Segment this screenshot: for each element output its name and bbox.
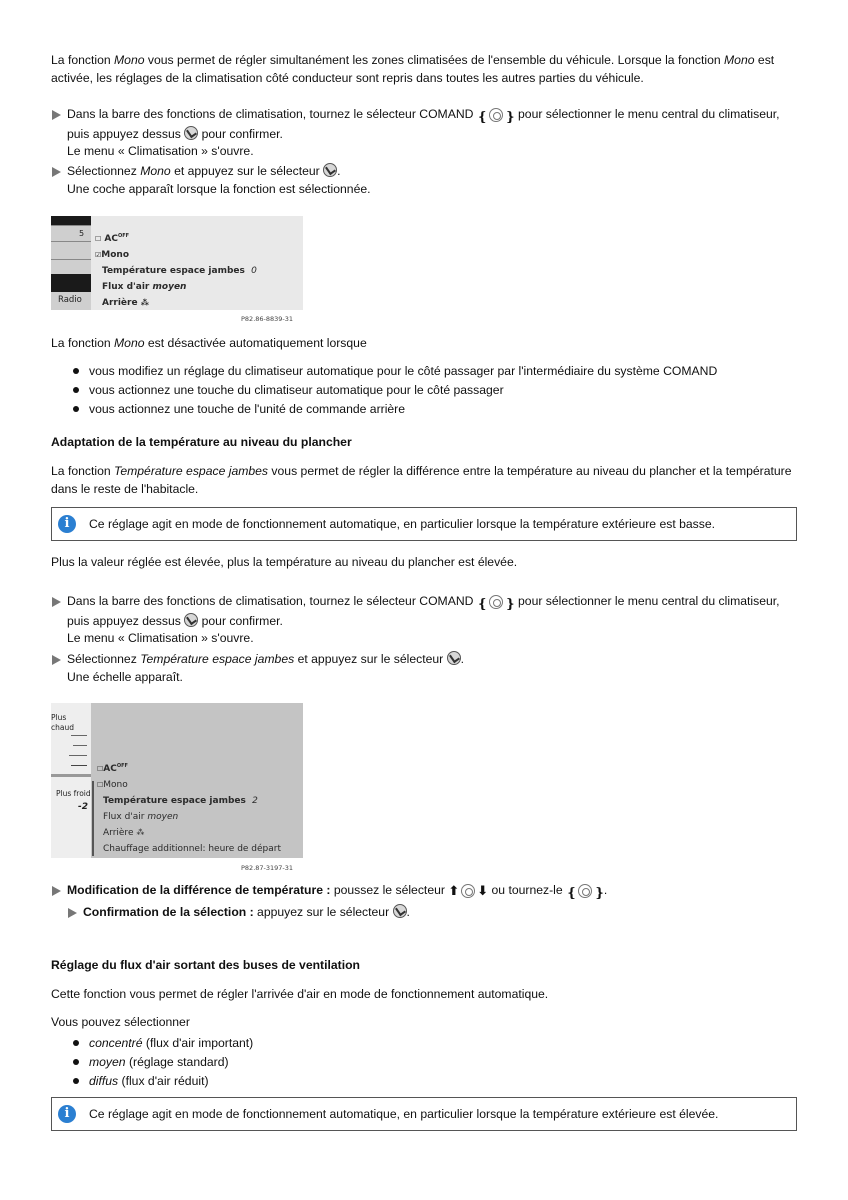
airflow-select-intro: Vous pouvez sélectionner [51, 1015, 190, 1029]
press-selector-icon [323, 163, 337, 177]
scale-value: -2 [78, 802, 88, 812]
menu-item-ac: ☐ $AC^{OFF}$ [95, 233, 130, 244]
airflow-paragraph: Cette fonction vous permet de régler l'arrivée d'air en mode de fonctionnement automatique. [51, 987, 549, 1001]
floor-temp-note: Plus la valeur réglée est élevée, plus la température au niveau du plancher est élevée. [51, 555, 518, 569]
step-result: Une coche apparaît lorsque la fonction est sélectionnée. [67, 181, 371, 196]
info-text: Ce réglage agit en mode de fonctionnement automatique, en particulier lorsque la température extérieure est basse. [89, 517, 715, 531]
step-arrow-icon [68, 908, 77, 918]
rotate-selector-icon: ❴ ❵ [476, 596, 515, 611]
menu-item-rear: Arrière ⁂ [102, 298, 149, 308]
list-item: moyen (réglage standard) [73, 1054, 793, 1073]
list-item: vous modifiez un réglage du climatiseur automatique pour le côté passager par l'intermédiaire du système COMAND [73, 363, 793, 382]
side-label-radio: Radio [58, 295, 82, 305]
step-arrow-icon [52, 597, 61, 607]
info-text: Ce réglage agit en mode de fonctionnement automatique, en particulier lorsque la température extérieure est élevée. [89, 1107, 719, 1121]
rotate-selector-icon: ❴ ❵ [566, 885, 604, 900]
step-rotate-selector: Dans la barre des fonctions de climatisation, tournez le sélecteur COMAND ❴ ❵ pour sélectionner le menu central du climatiseur, puis appuyez dessus pour confirmer. Le menu « Climatisation » s'ouvre. [51, 106, 801, 161]
scale-panel [51, 703, 91, 858]
info-box-low-temp [51, 507, 797, 541]
info-box-high-temp [51, 1097, 797, 1131]
press-selector-icon [447, 651, 461, 665]
rotate-selector-icon: ❴ ❵ [476, 109, 515, 124]
list-item: vous actionnez une touche de l'unité de commande arrière [73, 401, 793, 420]
list-item: diffus (flux d'air réduit) [73, 1073, 793, 1092]
list-item: concentré (flux d'air important) [73, 1035, 793, 1054]
screen-sidebar [51, 216, 91, 310]
intro-paragraph: La fonction Mono vous permet de régler simultanément les zones climatisées de l'ensemble du véhicule. Lorsque la fonction Mono est activée, les réglages de la climatisation côté conducteur sont repris dans toutes les autres parties du véhicule. [51, 53, 775, 85]
menu-item-flux: Flux d'air moyen [103, 812, 179, 822]
menu-item-mono: ☑Mono [95, 250, 130, 260]
section-heading-airflow: Réglage du flux d'air sortant des buses de ventilation [51, 958, 361, 972]
press-selector-icon [184, 613, 198, 627]
screen-menu-list [97, 758, 281, 857]
press-selector-icon [393, 904, 407, 918]
push-down-icon: ⬇ [477, 883, 489, 898]
auto-off-list [73, 363, 793, 420]
step-arrow-icon [52, 655, 61, 665]
list-item: vous actionnez une touche du climatiseur automatique pour le côté passager [73, 382, 793, 401]
menu-item-aux-heating: Chauffage additionnel: heure de départ [103, 844, 282, 854]
step-confirm-selection: Confirmation de la sélection : appuyez sur le sélecteur . [67, 904, 817, 922]
climate-menu-screenshot [51, 216, 303, 310]
menu-item-temp: Température espace jambes 0 [102, 266, 257, 276]
step-select-mono: Sélectionnez Mono et appuyez sur le sélecteur . Une coche apparaît lorsque la fonction est sélectionnée. [51, 163, 801, 198]
step-result: Le menu « Climatisation » s'ouvre. [67, 144, 254, 158]
menu-item-temp: Température espace jambes 2 [103, 796, 258, 806]
floor-temp-paragraph: La fonction Température espace jambes vous permet de régler la différence entre la température au niveau du plancher et la température dans le reste de l'habitacle. [51, 464, 792, 496]
screenshot-caption: P82.87-3197-31 [241, 864, 294, 872]
step-modify-difference: Modification de la différence de température : poussez le sélecteur ⬆ ⬇ ou tournez-le ❴ ❵. [51, 882, 801, 902]
step-result: Une échelle apparaît. [67, 669, 183, 684]
screen-menu-list [95, 228, 257, 311]
floor-temp-scale-screenshot [51, 703, 303, 858]
press-selector-icon [184, 126, 198, 140]
scale-top-label: Plus chaud [51, 713, 74, 732]
screenshot-caption: P82.86-8839-31 [241, 315, 294, 323]
menu-item-flux: Flux d'air moyen [102, 282, 187, 292]
airflow-options-list [73, 1035, 793, 1092]
info-icon: i [58, 515, 76, 533]
info-icon: i [58, 1105, 76, 1123]
menu-item-ac: $☐AC^{OFF}$ [97, 763, 128, 774]
step-rotate-selector-2: Dans la barre des fonctions de climatisation, tournez le sélecteur COMAND ❴ ❵ pour sélectionner le menu central du climatiseur, puis appuyez dessus pour confirmer. Le menu « Climatisation » s'ouvre. [51, 593, 801, 648]
side-number: 5 [79, 229, 85, 238]
push-up-icon: ⬆ [448, 883, 460, 898]
section-heading-floor-temp: Adaptation de la température au niveau du plancher [51, 435, 352, 449]
selector-ring-icon [459, 884, 477, 902]
step-select-floor-temp: Sélectionnez Température espace jambes et appuyez sur le sélecteur . Une échelle apparaît. [51, 651, 801, 686]
step-result: Le menu « Climatisation » s'ouvre. [67, 631, 254, 645]
menu-item-rear: Arrière ⁂ [103, 828, 145, 838]
step-arrow-icon [52, 886, 61, 896]
scale-bottom-label: Plus froid [56, 789, 91, 798]
auto-off-intro: La fonction Mono est désactivée automatiquement lorsque [51, 336, 367, 350]
menu-item-mono: ☐Mono [97, 780, 128, 790]
step-arrow-icon [52, 110, 61, 120]
step-arrow-icon [52, 167, 61, 177]
